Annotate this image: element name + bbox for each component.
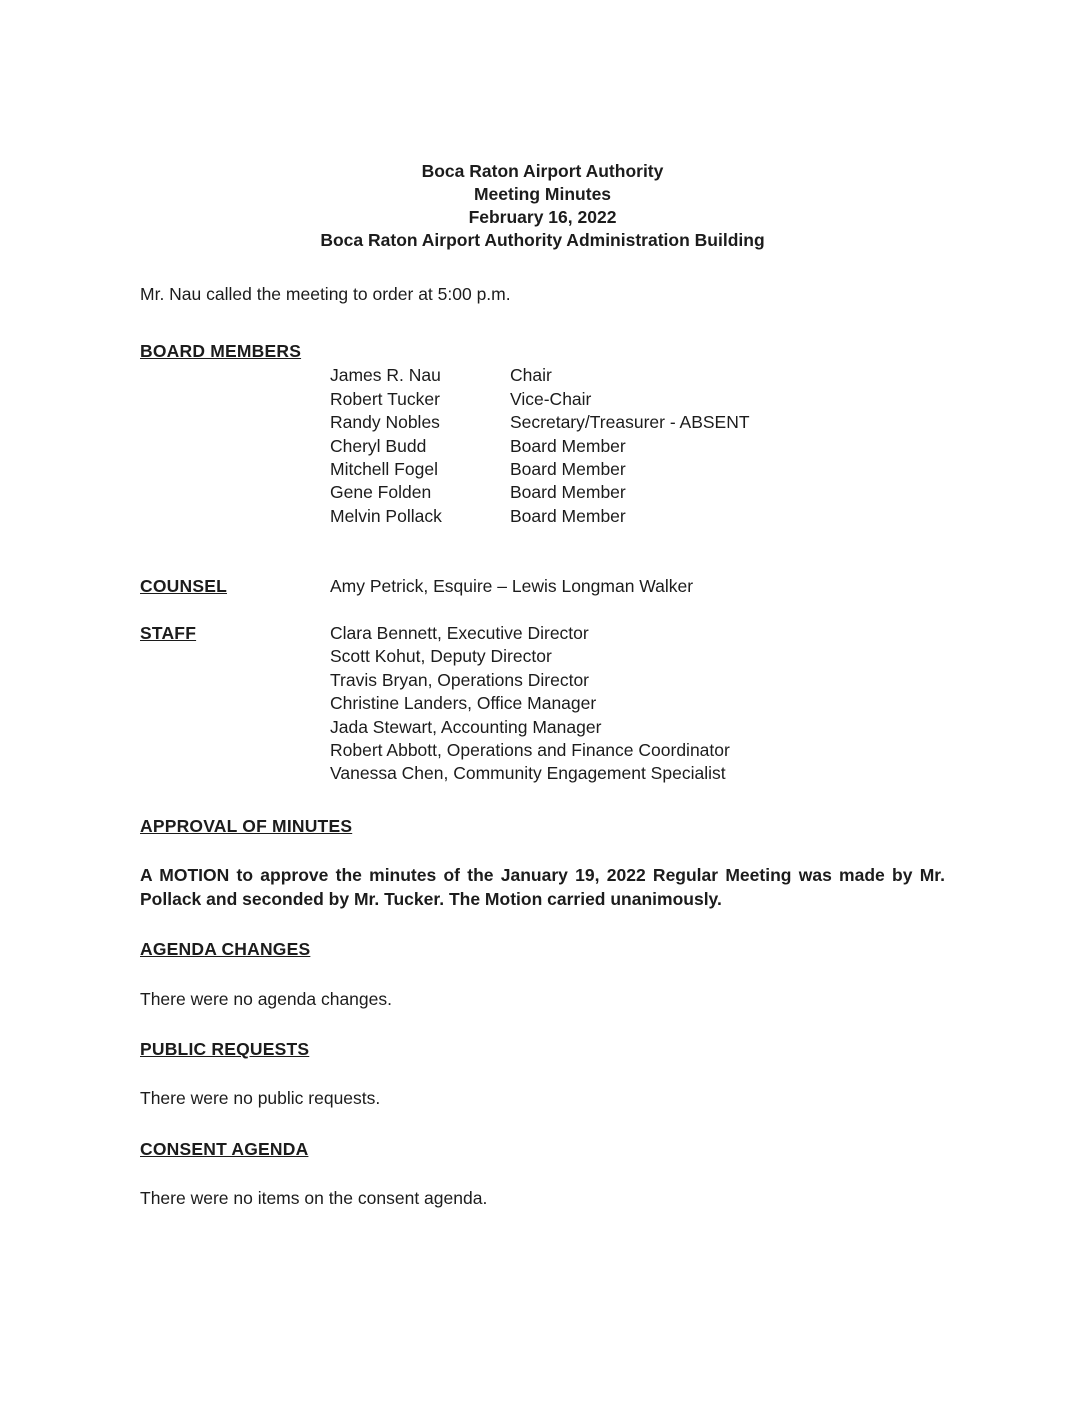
board-members-table — [140, 364, 945, 528]
call-to-order-line: Mr. Nau called the meeting to order at 5:00 p.m. — [140, 284, 511, 305]
title-location: Boca Raton Airport Authority Administration Building — [320, 230, 765, 251]
member-role: Vice-Chair — [510, 388, 592, 409]
list-item: Christine Landers, Office Manager — [330, 693, 597, 714]
table-row — [140, 388, 945, 411]
member-role: Board Member — [510, 435, 626, 456]
public-requests-section — [140, 1038, 945, 1111]
public-requests-heading: PUBLIC REQUESTS — [140, 1039, 310, 1059]
table-row — [140, 458, 945, 481]
member-name: Gene Folden — [330, 482, 432, 503]
member-role: Board Member — [510, 459, 626, 479]
member-name: James R. Nau — [330, 365, 441, 386]
staff-section — [140, 622, 945, 786]
counsel-heading: COUNSEL — [140, 576, 227, 597]
agenda-changes-text: There were no agenda changes. — [140, 988, 392, 1009]
counsel-section — [140, 575, 945, 598]
board-members-section — [140, 340, 945, 529]
table-row — [140, 435, 945, 458]
member-name: Mitchell Fogel — [330, 459, 438, 479]
list-item: Travis Bryan, Operations Director — [330, 669, 590, 690]
list-item: Vanessa Chen, Community Engagement Specialist — [330, 763, 726, 784]
table-row — [140, 505, 945, 528]
public-requests-text: There were no public requests. — [140, 1088, 381, 1109]
title-org: Boca Raton Airport Authority — [421, 161, 664, 181]
approval-of-minutes-heading: APPROVAL OF MINUTES — [140, 815, 353, 836]
staff-list — [330, 622, 945, 786]
consent-agenda-text: There were no items on the consent agenda. — [140, 1188, 488, 1209]
staff-heading: STAFF — [140, 622, 197, 643]
list-item: Robert Abbott, Operations and Finance Coordinator — [330, 739, 730, 760]
member-role: Chair — [510, 365, 552, 386]
member-name: Melvin Pollack — [330, 505, 442, 526]
member-role: Board Member — [510, 482, 626, 503]
consent-agenda-heading: CONSENT AGENDA — [140, 1138, 309, 1159]
board-members-heading: BOARD MEMBERS — [140, 340, 302, 361]
table-row — [140, 411, 945, 434]
approval-of-minutes-section — [140, 815, 945, 911]
member-name: Robert Tucker — [330, 388, 440, 409]
member-name: Cheryl Budd — [330, 435, 427, 456]
table-row — [140, 364, 945, 387]
counsel-name: Amy Petrick, Esquire – Lewis Longman Walker — [330, 576, 694, 597]
member-name: Randy Nobles — [330, 412, 440, 433]
motion-paragraph: A MOTION to approve the minutes of the January 19, 2022 Regular Meeting was made by Mr. Pollack and seconded by Mr. Tucker. The Motion carried unanimously. — [140, 865, 945, 909]
table-row — [140, 481, 945, 504]
agenda-changes-section — [140, 938, 945, 1011]
title-date: February 16, 2022 — [468, 207, 617, 228]
member-role: Secretary/Treasurer - ABSENT — [510, 412, 750, 433]
list-item: Scott Kohut, Deputy Director — [330, 646, 552, 667]
list-item: Jada Stewart, Accounting Manager — [330, 716, 602, 737]
list-item: Clara Bennett, Executive Director — [330, 622, 589, 643]
document-title-block — [140, 160, 945, 252]
member-role: Board Member — [510, 505, 626, 526]
title-doc-type: Meeting Minutes — [473, 184, 612, 205]
agenda-changes-heading: AGENDA CHANGES — [140, 939, 311, 960]
consent-agenda-section — [140, 1138, 945, 1211]
